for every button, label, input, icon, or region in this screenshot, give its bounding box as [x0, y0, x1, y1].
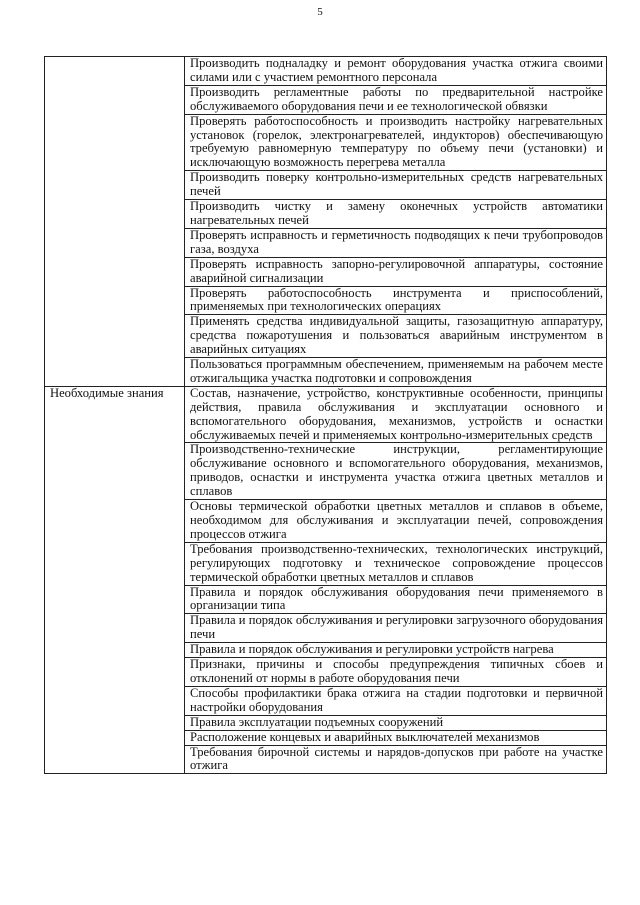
requirement-text: Производить чистку и замену оконечных устройств автоматики нагревательных печей — [190, 199, 603, 227]
requirement-text: Проверять исправность и герметичность подводящих к печи трубопроводов газа, воздуха — [190, 227, 603, 256]
page-number: 5 — [317, 6, 323, 18]
requirement-cell — [185, 730, 607, 745]
section-label-cell — [45, 57, 185, 387]
requirement-cell — [185, 658, 607, 687]
requirement-text: Способы профилактики брака отжига на стадии подготовки и первичной настройки оборудования — [190, 685, 603, 714]
requirement-text: Правила и порядок обслуживания и регулировки загрузочного оборудования печи — [190, 613, 603, 642]
requirement-cell — [185, 686, 607, 715]
requirement-cell — [185, 542, 607, 585]
requirement-text: Требования бирочной системы и нарядов-допусков при работе на участке отжига — [190, 744, 603, 773]
requirement-cell — [185, 386, 607, 443]
requirement-cell — [185, 614, 607, 643]
requirement-cell — [185, 443, 607, 500]
requirement-cell — [185, 228, 607, 257]
requirement-text: Производить поверку контрольно-измерительных средств нагревательных печей — [190, 170, 603, 199]
requirement-cell — [185, 286, 607, 315]
requirement-cell — [185, 57, 607, 86]
requirement-cell — [185, 257, 607, 286]
requirement-cell — [185, 358, 607, 387]
requirement-text: Состав, назначение, устройство, конструктивные особенности, принципы действия, правила обслуживания и эксплуатации основного и вспомогательного оборудования, механизмов, устройств и оснастки обслуживаемых печей и применяемых контрольно-измерительных средств — [190, 385, 603, 442]
requirement-cell — [185, 585, 607, 614]
requirement-cell — [185, 500, 607, 543]
table-row — [45, 57, 607, 86]
requirement-cell — [185, 85, 607, 114]
requirement-text: Основы термической обработки цветных металлов и сплавов в объеме, необходимом для обслуживания и эксплуатации печей, сопровождения процессов отжига — [190, 499, 603, 541]
requirement-text: Расположение концевых и аварийных выключателей механизмов — [190, 729, 540, 744]
requirement-text: Правила и порядок обслуживания оборудования печи применяемого в организации типа — [190, 584, 603, 613]
section-label-cell — [45, 386, 185, 773]
requirement-cell — [185, 745, 607, 774]
table-body — [45, 57, 607, 774]
requirement-text: Проверять работоспособность и производить настройку нагревательных установок (горелок, электронагревателей, индукторов) обеспечивающую требуемую равномерную температуру по объему печи (установки) и исключающую возможность перегрева металла — [190, 113, 603, 170]
requirement-text: Признаки, причины и способы предупреждения типичных сбоев и отклонений от нормы в работе оборудования печи — [190, 657, 603, 685]
requirement-text: Правила эксплуатации подъемных сооружений — [190, 714, 444, 729]
table-row — [45, 386, 607, 443]
requirement-cell — [185, 315, 607, 358]
requirement-cell — [185, 171, 607, 200]
competency-table — [44, 56, 607, 774]
requirement-text: Производить подналадку и ремонт оборудования участка отжига своими силами или с участием ремонтного персонала — [190, 56, 603, 84]
requirement-cell — [185, 114, 607, 171]
requirement-cell — [185, 715, 607, 730]
requirement-cell — [185, 200, 607, 229]
requirement-text: Производственно-технические инструкции, регламентирующие обслуживание основного и вспомогательного оборудования, механизмов, приводов, оснастки и инструмента участка отжига цветных металлов и сплавов — [190, 442, 603, 499]
requirement-text: Требования производственно-технических, технологических инструкций, регулирующих подготовку и техническое сопровождение процессов термической обработки цветных металлов и сплавов — [190, 541, 603, 584]
requirement-text: Производить регламентные работы по предварительной настройке обслуживаемого оборудования печи и ее технологической обвязки — [190, 84, 603, 113]
requirement-cell — [185, 643, 607, 658]
requirement-text: Пользоваться программным обеспечением, применяемым на рабочем месте отжигальщика участка подготовки и сопровождения — [190, 357, 603, 385]
section-label: Необходимые знания — [50, 385, 164, 400]
requirement-text: Проверять работоспособность инструмента и приспособлений, применяемых при технологических операциях — [190, 285, 603, 314]
requirement-text: Правила и порядок обслуживания и регулировки устройств нагрева — [190, 642, 554, 657]
requirement-text: Применять средства индивидуальной защиты, газозащитную аппаратуру, средства пожаротушения и пользоваться аварийным инструментом в аварийных ситуациях — [190, 314, 603, 357]
requirement-text: Проверять исправность запорно-регулировочной аппаратуры, состояние аварийной сигнализации — [190, 256, 603, 285]
